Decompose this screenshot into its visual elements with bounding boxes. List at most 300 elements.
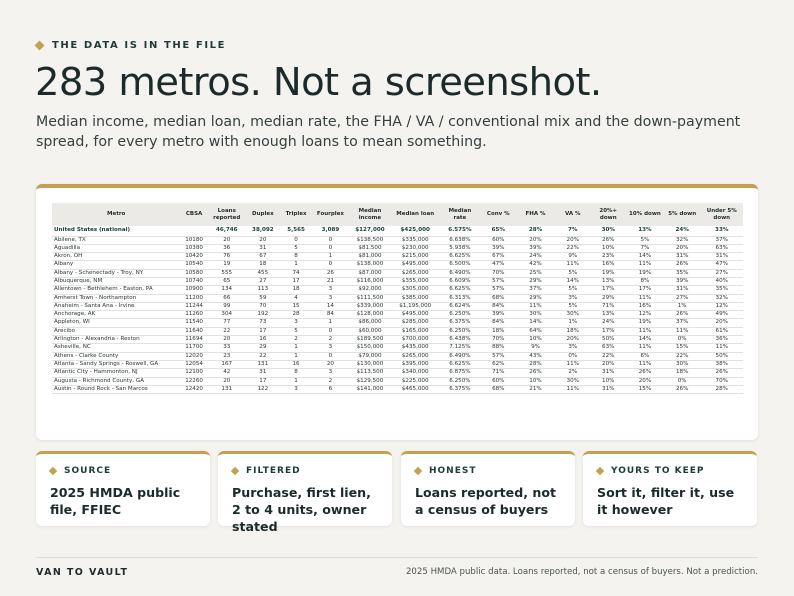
table-cell: 39% — [516, 244, 555, 252]
table-cell: 555 — [208, 269, 246, 277]
metro-cell: Abilene, TX — [52, 236, 180, 244]
table-cell: 73 — [246, 319, 280, 327]
table-cell: 3 — [312, 344, 349, 352]
footer-note: 2025 HMDA public data. Loans reported, not a census of buyers. Not a prediction. — [405, 567, 758, 577]
table-cell: 10420 — [180, 253, 208, 261]
info-card — [583, 451, 757, 526]
table-cell: 113 — [246, 286, 280, 294]
table-cell: 31% — [591, 369, 627, 377]
table-cell: 21% — [516, 385, 555, 393]
table-cell: 9% — [516, 344, 555, 352]
table-cell: 63% — [701, 244, 744, 252]
diamond-icon — [414, 467, 422, 475]
table-cell: 84% — [481, 319, 517, 327]
table-cell: 26% — [516, 369, 555, 377]
column-header: Triplex — [280, 203, 312, 226]
table-cell: 14% — [626, 253, 664, 261]
column-header: 10% down — [626, 203, 664, 226]
table-cell: 0% — [664, 336, 701, 344]
table-cell: 11% — [626, 261, 664, 269]
table-cell: 31% — [591, 385, 627, 393]
table-cell: $1,195,000 — [391, 302, 439, 310]
table-cell: 11% — [555, 385, 591, 393]
table-row — [52, 294, 743, 302]
metro-cell: Asheville, NC — [52, 344, 180, 352]
table-cell: 38% — [701, 360, 744, 368]
table-cell: 22% — [664, 352, 701, 360]
table-cell: 30% — [555, 377, 591, 385]
diamond-icon — [35, 41, 45, 51]
table-cell: 66 — [208, 294, 246, 302]
table-cell: 11% — [626, 360, 664, 368]
table-cell: 0 — [312, 261, 349, 269]
table-cell: 32% — [664, 236, 701, 244]
table-cell: 11244 — [180, 302, 208, 310]
table-cell: 37% — [701, 236, 744, 244]
table-cell: 5 — [280, 327, 312, 335]
table-cell: 2% — [555, 369, 591, 377]
table-cell: 31% — [664, 286, 701, 294]
table-cell: 1 — [280, 344, 312, 352]
table-cell: 32% — [701, 294, 744, 302]
table-cell: 49% — [701, 311, 744, 319]
info-cards — [36, 451, 758, 534]
table-cell: 70% — [481, 269, 517, 277]
table-cell: $230,000 — [391, 244, 439, 252]
table-cell: 67% — [481, 253, 517, 261]
table-row — [52, 360, 743, 368]
table-cell: 20 — [312, 360, 349, 368]
table-cell: 22 — [246, 352, 280, 360]
table-cell: 88% — [481, 344, 517, 352]
table-cell: 0 — [280, 236, 312, 244]
table-cell: $495,000 — [391, 261, 439, 269]
table-cell: 167 — [208, 360, 246, 368]
metro-cell: Anaheim - Santa Ana - Irvine — [52, 302, 180, 310]
table-cell: 12100 — [180, 369, 208, 377]
table-cell: $465,000 — [391, 385, 439, 393]
table-cell: $355,000 — [391, 277, 439, 285]
table-cell: 11640 — [180, 327, 208, 335]
column-header: 20%+ down — [591, 203, 627, 226]
table-cell: 15 — [280, 302, 312, 310]
lede: Median income, median loan, median rate, the FHA / VA / conventional mix and the down-payment spread, for every metro with enough loans to mean something. — [36, 114, 741, 150]
table-cell: 6.624% — [439, 302, 480, 310]
table-cell: 28% — [701, 385, 744, 393]
table-cell: 0 — [312, 236, 349, 244]
table-cell: 29 — [246, 344, 280, 352]
table-cell: 18% — [481, 327, 517, 335]
table-cell: 57% — [481, 352, 517, 360]
table-cell: 6.625% — [439, 253, 480, 261]
column-header: Median loan — [391, 203, 439, 226]
table-cell: $111,500 — [349, 294, 391, 302]
table-cell: $265,000 — [391, 269, 439, 277]
table-cell: $87,000 — [349, 269, 391, 277]
table-cell: 29% — [516, 277, 555, 285]
metro-cell: Athens - Clarke County — [52, 352, 180, 360]
table-cell: 12% — [701, 302, 744, 310]
table-cell: 14% — [626, 336, 664, 344]
card-label: FILTERED — [246, 466, 301, 476]
table-row — [52, 377, 743, 385]
table-cell: 35% — [664, 269, 701, 277]
info-card — [36, 451, 210, 526]
table-cell: 134 — [208, 286, 246, 294]
table-cell: 12260 — [180, 377, 208, 385]
table-cell: $215,000 — [391, 253, 439, 261]
table-cell: 71% — [591, 302, 627, 310]
eyebrow-label: THE DATA IS IN THE FILE — [52, 40, 227, 51]
table-cell: 68% — [481, 294, 517, 302]
table-cell: 4 — [280, 294, 312, 302]
table-body — [52, 226, 743, 394]
table-cell: 84 — [312, 311, 349, 319]
table-cell: 11% — [516, 302, 555, 310]
table-cell: 10900 — [180, 286, 208, 294]
table-cell: 61% — [701, 327, 744, 335]
table-cell: 1% — [664, 302, 701, 310]
metro-cell: Anchorage, AK — [52, 311, 180, 319]
data-table-panel — [36, 184, 758, 440]
table-cell: 12054 — [180, 360, 208, 368]
table-row — [52, 286, 743, 294]
table-cell: 11% — [626, 327, 664, 335]
table-cell: $165,000 — [391, 327, 439, 335]
table-cell: 13% — [626, 226, 664, 236]
table-cell: 6.625% — [439, 360, 480, 368]
table-cell: 70% — [701, 377, 744, 385]
table-cell: 42 — [208, 369, 246, 377]
table-cell: 8 — [280, 369, 312, 377]
table-cell: 29% — [516, 294, 555, 302]
table-cell: 12020 — [180, 352, 208, 360]
metro-cell: Arlington - Alexandria - Reston — [52, 336, 180, 344]
table-cell: 24% — [516, 253, 555, 261]
table-cell: 14% — [516, 319, 555, 327]
table-cell: 6.575% — [439, 226, 480, 236]
metro-cell: Appleton, WI — [52, 319, 180, 327]
table-cell: 26% — [664, 261, 701, 269]
national-row — [52, 226, 743, 236]
table-cell: 131 — [208, 385, 246, 393]
metro-cell: Aguadilla — [52, 244, 180, 252]
table-cell: 1 — [280, 261, 312, 269]
table-cell: 17% — [626, 286, 664, 294]
table-cell: 10380 — [180, 244, 208, 252]
table-cell: 10540 — [180, 261, 208, 269]
table-cell: 40% — [701, 277, 744, 285]
table-cell: 15% — [664, 344, 701, 352]
table-row — [52, 336, 743, 344]
table-cell: 63% — [591, 344, 627, 352]
table-cell: 68% — [481, 385, 517, 393]
table-cell: $495,000 — [391, 311, 439, 319]
table-cell: 2 — [312, 336, 349, 344]
table-cell: 50% — [701, 352, 744, 360]
table-cell: 31% — [701, 253, 744, 261]
table-cell: 20 — [246, 236, 280, 244]
table-cell: $138,000 — [349, 261, 391, 269]
table-cell: 16% — [591, 261, 627, 269]
table-cell: 20% — [555, 336, 591, 344]
table-cell: 38,092 — [246, 226, 280, 236]
table-cell: 70 — [246, 302, 280, 310]
metro-cell: Arecibo — [52, 327, 180, 335]
table-cell: 122 — [246, 385, 280, 393]
table-cell: 5% — [555, 302, 591, 310]
table-cell: 3% — [555, 294, 591, 302]
table-cell: $141,000 — [349, 385, 391, 393]
table-cell: 26 — [312, 269, 349, 277]
table-cell: 31% — [664, 253, 701, 261]
metro-table — [52, 203, 743, 394]
table-cell: 62% — [481, 360, 517, 368]
table-cell: 23 — [208, 352, 246, 360]
table-cell: 16% — [626, 302, 664, 310]
table-cell: $130,000 — [349, 360, 391, 368]
table-cell: $81,000 — [349, 253, 391, 261]
table-cell: $435,000 — [391, 344, 439, 352]
table-row — [52, 302, 743, 310]
table-cell: 10% — [591, 244, 627, 252]
table-cell: 15% — [626, 385, 664, 393]
table-cell: 18% — [555, 327, 591, 335]
table-cell: 6.250% — [439, 311, 480, 319]
table-cell: 25% — [516, 269, 555, 277]
table-cell: 17 — [246, 377, 280, 385]
table-cell: 26% — [626, 369, 664, 377]
table-cell: $335,000 — [391, 236, 439, 244]
table-cell: 0% — [555, 352, 591, 360]
table-cell: 0 — [312, 244, 349, 252]
table-cell: $150,000 — [349, 344, 391, 352]
table-cell: 30% — [555, 311, 591, 319]
table-cell: 3,089 — [312, 226, 349, 236]
table-cell: 1 — [312, 319, 349, 327]
diamond-icon — [596, 467, 604, 475]
table-cell: 10% — [516, 336, 555, 344]
table-cell: 47% — [701, 261, 744, 269]
diamond-icon — [49, 467, 57, 475]
table-cell: 6% — [626, 352, 664, 360]
table-cell: 76 — [208, 253, 246, 261]
table-cell: 11% — [555, 360, 591, 368]
table-cell — [180, 226, 208, 236]
table-cell: 11694 — [180, 336, 208, 344]
column-header: Duplex — [246, 203, 280, 226]
table-cell: 10180 — [180, 236, 208, 244]
table-cell: 7% — [626, 244, 664, 252]
info-card — [218, 451, 392, 534]
table-cell: 20% — [664, 244, 701, 252]
table-cell: 17 — [246, 327, 280, 335]
table-row — [52, 253, 743, 261]
table-cell: 20 — [208, 377, 246, 385]
card-header — [232, 466, 380, 476]
table-cell: 47% — [481, 261, 517, 269]
table-cell: 6.250% — [439, 377, 480, 385]
table-cell: 84% — [481, 302, 517, 310]
table-cell: 20 — [208, 236, 246, 244]
table-cell: 1% — [555, 319, 591, 327]
table-cell: 16 — [280, 360, 312, 368]
table-cell: $60,000 — [349, 327, 391, 335]
table-row — [52, 244, 743, 252]
table-cell: 20% — [516, 236, 555, 244]
table-cell: $128,000 — [349, 311, 391, 319]
table-cell: 26% — [591, 236, 627, 244]
table-cell: 6.438% — [439, 336, 480, 344]
table-cell: $113,500 — [349, 369, 391, 377]
table-cell: 65% — [481, 226, 517, 236]
table-cell: 50% — [591, 336, 627, 344]
table-row — [52, 385, 743, 393]
column-header: Fourplex — [312, 203, 349, 226]
table-cell: 7.125% — [439, 344, 480, 352]
table-cell: $189,500 — [349, 336, 391, 344]
table-cell: 27 — [246, 277, 280, 285]
table-cell: 304 — [208, 311, 246, 319]
table-cell: 57% — [481, 277, 517, 285]
card-label: SOURCE — [64, 466, 112, 476]
table-cell: 2 — [280, 336, 312, 344]
column-header: 5% down — [664, 203, 701, 226]
table-cell: 6.375% — [439, 319, 480, 327]
table-cell: 24% — [591, 319, 627, 327]
table-cell: 3% — [555, 344, 591, 352]
table-cell: 64% — [516, 327, 555, 335]
table-row — [52, 344, 743, 352]
metro-cell: Augusta - Richmond County, GA — [52, 377, 180, 385]
card-body: Sort it, filter it, use it however — [597, 485, 735, 517]
card-body: Loans reported, not a census of buyers — [415, 485, 557, 517]
table-cell: 5,565 — [280, 226, 312, 236]
table-cell: 30% — [591, 226, 627, 236]
table-cell: $265,000 — [391, 352, 439, 360]
table-cell: $425,000 — [391, 226, 439, 236]
card-header — [597, 466, 745, 476]
column-header: Under 5% down — [701, 203, 744, 226]
table-cell: 6.609% — [439, 277, 480, 285]
table-cell: 11% — [701, 344, 744, 352]
column-header: Loans reported — [208, 203, 246, 226]
table-cell: 11% — [555, 261, 591, 269]
column-header: Metro — [52, 203, 180, 226]
card-header — [50, 466, 198, 476]
table-row — [52, 352, 743, 360]
table-cell: 17% — [591, 327, 627, 335]
table-cell: 11700 — [180, 344, 208, 352]
table-cell: 8% — [626, 277, 664, 285]
table-cell: 20% — [701, 319, 744, 327]
table-cell: 60% — [481, 377, 517, 385]
table-cell: 6.313% — [439, 294, 480, 302]
table-cell: 18 — [246, 261, 280, 269]
table-cell: 67 — [246, 253, 280, 261]
table-cell: 17% — [591, 286, 627, 294]
footer-divider — [36, 557, 758, 558]
table-cell: 5% — [555, 269, 591, 277]
table-cell: 46,746 — [208, 226, 246, 236]
metro-cell: Albuquerque, NM — [52, 277, 180, 285]
table-cell: 33 — [208, 344, 246, 352]
metro-cell: Albany - Schenectady - Troy, NY — [52, 269, 180, 277]
table-cell: 74 — [280, 269, 312, 277]
card-body: Purchase, first lien, 2 to 4 units, owner stated — [232, 485, 371, 534]
metro-cell: Allentown - Bethlehem - Easton, PA — [52, 286, 180, 294]
table-cell: 39% — [481, 244, 517, 252]
diamond-icon — [231, 467, 239, 475]
table-cell: 14% — [555, 277, 591, 285]
table-cell: 31 — [246, 369, 280, 377]
table-cell: 18 — [280, 286, 312, 294]
table-cell: 36 — [208, 244, 246, 252]
table-cell: 20% — [591, 360, 627, 368]
card-label: YOURS TO KEEP — [611, 466, 705, 476]
table-cell: 6.490% — [439, 269, 480, 277]
table-cell: 20 — [208, 336, 246, 344]
table-cell: 65 — [208, 277, 246, 285]
table-cell: 30% — [664, 360, 701, 368]
table-cell: 11260 — [180, 311, 208, 319]
table-cell: 11540 — [180, 319, 208, 327]
metro-cell: Akron, OH — [52, 253, 180, 261]
table-cell: 18% — [664, 369, 701, 377]
table-cell: 6.500% — [439, 261, 480, 269]
table-cell: 1 — [312, 253, 349, 261]
table-cell: $305,000 — [391, 286, 439, 294]
table-row — [52, 319, 743, 327]
table-cell: 11% — [626, 344, 664, 352]
table-cell: $138,500 — [349, 236, 391, 244]
table-cell: 6.625% — [439, 286, 480, 294]
brand-name: VAN TO VAULT — [36, 567, 129, 578]
table-row — [52, 327, 743, 335]
table-cell: 23% — [591, 253, 627, 261]
table-cell: 28% — [516, 360, 555, 368]
table-cell: 13% — [591, 311, 627, 319]
column-header: CBSA — [180, 203, 208, 226]
table-cell: 28 — [280, 311, 312, 319]
table-cell: 19% — [626, 269, 664, 277]
table-cell: 39% — [664, 277, 701, 285]
metro-cell: Amherst Town - Northampton — [52, 294, 180, 302]
table-cell: 99 — [208, 302, 246, 310]
table-cell: 29% — [591, 294, 627, 302]
table-cell: 5.938% — [439, 244, 480, 252]
card-header — [415, 466, 563, 476]
table-cell: 3 — [312, 286, 349, 294]
table-cell: $127,000 — [349, 226, 391, 236]
table-cell: 20% — [555, 236, 591, 244]
column-header: Conv % — [481, 203, 517, 226]
table-cell: 10740 — [180, 277, 208, 285]
table-cell: 12420 — [180, 385, 208, 393]
table-cell: 26% — [664, 311, 701, 319]
table-cell: 6.250% — [439, 327, 480, 335]
table-cell: 0 — [312, 352, 349, 360]
table-cell: 5% — [555, 286, 591, 294]
table-cell: 17 — [280, 277, 312, 285]
table-cell: 11200 — [180, 294, 208, 302]
table-cell: 11% — [664, 327, 701, 335]
table-cell: 70% — [481, 336, 517, 344]
metro-cell: Atlanta - Sandy Springs - Roswell, GA — [52, 360, 180, 368]
table-header-row — [52, 203, 743, 226]
table-cell: 33% — [701, 226, 744, 236]
table-cell: 19% — [591, 269, 627, 277]
